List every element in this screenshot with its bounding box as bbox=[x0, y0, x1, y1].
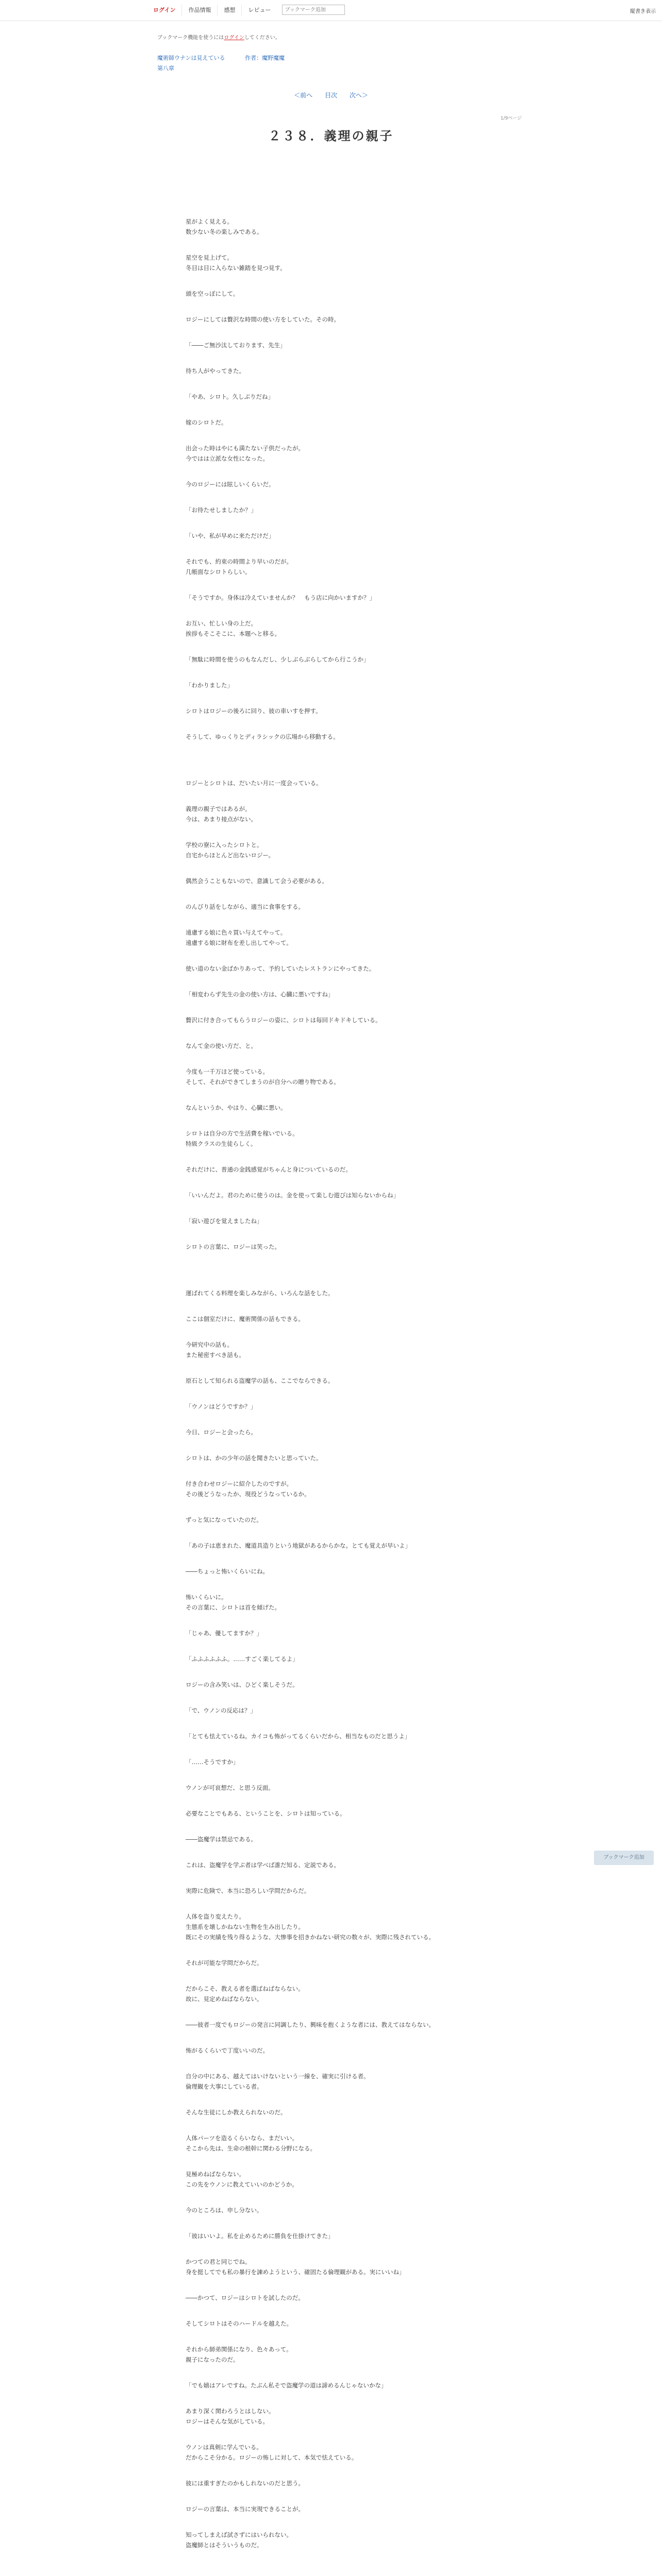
body-paragraph: それだけに、普通の金銭感覚がちゃんと身についているのだ。 bbox=[186, 1166, 352, 1173]
body-paragraph: なんというか、やはり、心臓に悪い。 bbox=[186, 1104, 287, 1111]
body-paragraph: シロトの言葉に、ロジーは笑った。 bbox=[186, 1243, 280, 1250]
top-nav bbox=[147, 5, 345, 16]
body-paragraph: そしてシロトはそのハードルを越えた。 bbox=[186, 2320, 292, 2327]
body-paragraph: ――彼者一度でもロジーの発言に同調したり、興味を抱くような者には、教えてはならない。 bbox=[186, 2021, 435, 2028]
body-paragraph: 「お待たせしましたか？」 bbox=[186, 506, 257, 514]
body-paragraph: 「でも嬉はアレですね。たぶん私そで盗魔学の道は諦めるんじゃないかな」 bbox=[186, 2382, 387, 2389]
pager-top bbox=[0, 91, 662, 99]
body-paragraph: 今のロジーには眩しいくらいだ。 bbox=[186, 481, 275, 488]
body-paragraph: 原石として知られる盗魔学の話も、ここでならできる。 bbox=[186, 1377, 334, 1384]
body-paragraph: 知ってしまえば試さずにはいられない。 盗魔師とはそういうものだ。 bbox=[186, 2531, 292, 2549]
body-paragraph: 彼には重すぎたのかもしれないのだと思う。 bbox=[186, 2480, 304, 2487]
author-link[interactable]: 作者：魔野魔魔 bbox=[245, 55, 285, 61]
body-paragraph: 「ふふふふふふ。……すごく楽してるよ」 bbox=[186, 1655, 299, 1663]
body-paragraph: それが可能な学問だからだ。 bbox=[186, 1959, 263, 1967]
login-link[interactable]: ログイン bbox=[153, 7, 176, 13]
chapter-label: 第八章 bbox=[157, 65, 174, 72]
body-paragraph: そんな生徒にしか教えられないのだ。 bbox=[186, 2109, 287, 2116]
body-paragraph: ウノンは真剣に学んでいる。 だからこそ分かる。ロジーの怖しに対して、本気で怯えている。 bbox=[186, 2444, 358, 2461]
body-paragraph: 「いや、私が早めに来ただけだ」 bbox=[186, 532, 275, 539]
body-paragraph: これは、盗魔学を学ぶ者は学べば誰だ知る、定説である。 bbox=[186, 1861, 340, 1869]
body-paragraph: 星がよく見える。 数少ない冬の楽しみである。 bbox=[186, 218, 263, 235]
body-paragraph: 今日、ロジーと会ったら。 bbox=[186, 1429, 257, 1436]
body-paragraph: 「あの子は恵まれた、魔道具造りという地獄があるからかな。とても覚えが早いよ」 bbox=[186, 1542, 411, 1549]
body-paragraph: 「やあ、シロト。久しぶりだね」 bbox=[186, 393, 274, 400]
body-paragraph: ずっと気になっていたのだ。 bbox=[186, 1516, 262, 1523]
body-paragraph: あまり深く関わろうとはしない。 ロジーはそんな気がしている。 bbox=[186, 2408, 275, 2425]
novel-info-link[interactable]: 作品情報 bbox=[181, 5, 217, 16]
novel-body bbox=[186, 216, 476, 2566]
body-paragraph: 「そうですか。身体は冷えていませんか？ もう店に向かいますか？」 bbox=[186, 594, 375, 601]
body-paragraph: 「寂い遊びを覚えましたね」 bbox=[186, 1217, 263, 1225]
body-paragraph: 見極めねばならない。 この先をウノンに教えていいのかどうか。 bbox=[186, 2171, 298, 2188]
episode-title: ２３８．義理の親子 bbox=[268, 129, 394, 143]
notice-login-link[interactable]: ログイン bbox=[224, 35, 244, 41]
body-paragraph: のんびり話をしながら、適当に食事をする。 bbox=[186, 903, 304, 910]
body-paragraph: 義理の親子ではあるが。 今は、あまり接点がない。 bbox=[186, 805, 257, 823]
body-paragraph: 今度も一千万ほど使っている。 そして、それができてしまうのが自分への贈り物である。 bbox=[186, 1068, 340, 1086]
body-paragraph: 怖がるくらいで丁度いいのだ。 bbox=[186, 2047, 269, 2054]
body-paragraph: 人体を盗り変えたり。 生態系を壊しかねない生物を生み出したり。 既にその実績を残り得るような、大惨事を招きかねない研究の数々が、実際に残されている。 bbox=[186, 1913, 435, 1941]
body-paragraph: 怖いくらいに。 その言葉に、シロトは首を傾げた。 bbox=[186, 1594, 280, 1611]
body-paragraph: 使い道のない金ばかりあって、予約していたレストランにやってきた。 bbox=[186, 965, 375, 972]
body-paragraph: ウノンが可哀想だ、と思う反面。 bbox=[186, 1784, 274, 1791]
body-paragraph: 贅沢に付き合ってもらうロジーの姿に、シロトは毎回ドキドキしている。 bbox=[186, 1016, 382, 1024]
body-paragraph: ロジーの含み笑いは、ひどく楽しそうだ。 bbox=[186, 1681, 299, 1688]
body-paragraph: ここは個室だけに、魔術関係の話もできる。 bbox=[186, 1315, 304, 1323]
body-paragraph: 運ばれてくる料理を楽しみながら、いろんな話をした。 bbox=[186, 1290, 334, 1297]
body-paragraph: 実際に危険で、本当に恐ろしい学問だからだ。 bbox=[186, 1887, 310, 1894]
body-paragraph: ――かつて、ロジーはシロトを試したのだ。 bbox=[186, 2294, 304, 2301]
body-paragraph: だからこそ、教える者を選ばねばならない。 故に、見定めねばならない。 bbox=[186, 1985, 304, 2003]
body-paragraph: 人体パーツを造るくらいなら、まだいい。 そこから先は、生命の根幹に関わる分野になる。 bbox=[186, 2134, 316, 2152]
body-paragraph: 付き合わせロジーに紹介したのですが。 その後どうなったか、現役どうなっているか。 bbox=[186, 1480, 310, 1498]
body-paragraph: それでも、約束の時間より早いのだが。 几帳面なシロトらしい。 bbox=[186, 558, 292, 575]
body-paragraph: 「彼はいいよ。私を止めるために勝負を仕掛けてきた」 bbox=[186, 2232, 334, 2240]
body-paragraph: 「わかりました」 bbox=[186, 682, 233, 689]
body-paragraph: ロジーにしては贅沢な時間の使い方をしていた。その時。 bbox=[186, 316, 340, 323]
body-paragraph: シロトは自分の方で生活費を稼いでいる。 特級クラスの生徒らしく。 bbox=[186, 1130, 299, 1147]
body-paragraph: ――ちょっと怖いくらいにね。 bbox=[186, 1568, 269, 1575]
body-paragraph: シロトは、かの少年の話を聞きたいと思っていた。 bbox=[186, 1454, 322, 1462]
prev-page-link[interactable]: ＜前へ bbox=[294, 92, 313, 99]
page-count: 1/9ページ bbox=[500, 116, 522, 121]
review-link[interactable]: レビュー bbox=[241, 5, 277, 16]
bookmark-notice-prefix: ブックマーク機能を使うには bbox=[157, 35, 224, 41]
body-paragraph: 偶然会うこともないので、意識して会う必要がある。 bbox=[186, 877, 328, 885]
feelings-link[interactable]: 感想 bbox=[217, 5, 241, 16]
body-paragraph: 頭を空っぽにして。 bbox=[186, 290, 239, 297]
index-link[interactable]: 目次 bbox=[324, 92, 337, 99]
body-paragraph: 出会った時はやにも満たない子供だったが。 今ではは立派な女性になった。 bbox=[186, 445, 304, 462]
body-paragraph: それから師弟関係になり、色々あって。 親子になったのだ。 bbox=[186, 2346, 292, 2363]
top-navigation-bar bbox=[0, 0, 662, 21]
body-paragraph: 「無駄に時間を使うのもなんだし、少しぶらぶらしてから行こうか」 bbox=[186, 656, 370, 663]
body-paragraph: 自分の中にある、越えてはいけないという一線を、確実に引ける者。 倫理観を大事にしている者。 bbox=[186, 2073, 370, 2090]
body-paragraph: シロトはロジーの後ろに回り、彼の車いすを押す。 bbox=[186, 707, 322, 715]
body-paragraph: 学校の寮に入ったシロトと。 自宅からほとんど出ないロジー。 bbox=[186, 841, 275, 859]
body-paragraph: ロジーの言葉は、本当に実現できることが。 bbox=[186, 2505, 304, 2513]
body-paragraph: 待ち人がやってきた。 bbox=[186, 367, 245, 375]
body-paragraph: かつての君と同じでね。 身を挺してでも私の暴行を諫めようという、確固たる倫理観がある。実にいいね」 bbox=[186, 2258, 405, 2276]
body-paragraph: ロジーとシロトは、だいたい月に一度会っている。 bbox=[186, 779, 322, 787]
body-paragraph: 今研究中の話も。 また秘密すべき話も。 bbox=[186, 1341, 245, 1359]
body-paragraph: 遠慮する娘に色々買い与えてやって。 遠慮する娘に財布を差し出してやって。 bbox=[186, 929, 292, 946]
body-paragraph: 「じゃあ、優してますか？」 bbox=[186, 1630, 263, 1637]
body-paragraph: 「相変わらず先生の金の使い方は、心臓に悪いですね」 bbox=[186, 991, 334, 998]
bookmark-notice-suffix: してください。 bbox=[244, 35, 280, 41]
body-paragraph: 「とても怯えているね。カイコも怖がってるくらいだから、相当なものだと思うよ」 bbox=[186, 1733, 411, 1740]
side-bookmark-button[interactable]: ブックマーク追加 bbox=[594, 1851, 654, 1865]
next-page-link[interactable]: 次へ＞ bbox=[349, 92, 368, 99]
body-paragraph: 今のところは、申し分ない。 bbox=[186, 2207, 263, 2214]
body-paragraph: 嫁のシロトだ。 bbox=[186, 419, 227, 426]
body-paragraph: 「――ご無沙汰しております、先生」 bbox=[186, 342, 286, 349]
bookmark-notice bbox=[157, 33, 280, 41]
bookmark-add-input[interactable] bbox=[282, 5, 345, 15]
body-paragraph: ――盗魔学は禁忌である。 bbox=[186, 1836, 257, 1843]
body-paragraph: 「ウノンはどうですか？」 bbox=[186, 1403, 257, 1410]
body-paragraph: 「で、ウノンの反応は？」 bbox=[186, 1707, 256, 1714]
novel-title-link[interactable]: 魔術師ウナンは見えている bbox=[157, 55, 225, 61]
vertical-writing-link[interactable]: 縦書き表示 bbox=[630, 9, 656, 14]
body-paragraph: そうして、ゆっくりとディラシックの広場から移動する。 bbox=[186, 733, 339, 740]
body-paragraph: 必要なことでもある、ということを、シロトは知っている。 bbox=[186, 1810, 346, 1817]
body-paragraph: 「いいんだよ。君のために使うのは。金を使って楽しむ遊びは知らないからね」 bbox=[186, 1192, 399, 1199]
body-paragraph: なんて金の使い方だ、と。 bbox=[186, 1042, 257, 1049]
body-paragraph: 「……そうですか」 bbox=[186, 1758, 239, 1766]
body-paragraph: お互い、忙しい身の上だ。 挨拶もそこそこに、本題へと移る。 bbox=[186, 620, 280, 637]
body-paragraph: 星空を見上げて。 冬目は目に入らない雑踏を見つ見す。 bbox=[186, 254, 286, 272]
